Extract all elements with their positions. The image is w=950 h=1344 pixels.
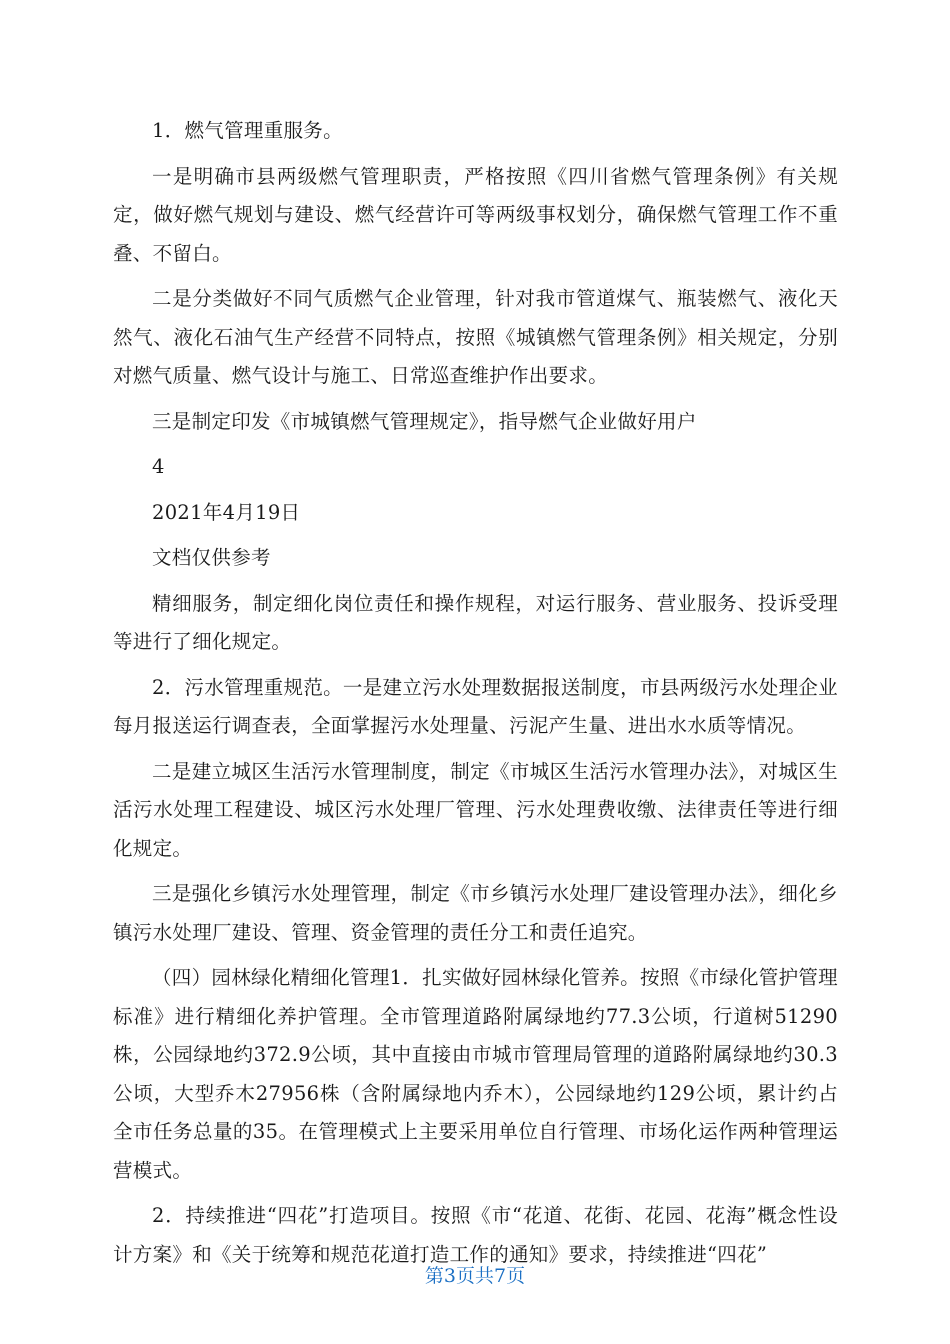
reference-note: 文档仅供参考 bbox=[152, 546, 271, 569]
paragraph: 精细服务，制定细化岗位责任和操作规程，对运行服务、营业服务、投诉受理等进行了细化规定。 bbox=[113, 591, 838, 653]
paragraph: 2．污水管理重规范。一是建立污水处理数据报送制度，市县两级污水处理企业每月报送运行调查表，全面掌握污水处理量、污泥产生量、进出水水质等情况。 bbox=[113, 675, 838, 737]
paragraph: 三是制定印发《市城镇燃气管理规定》，指导燃气企业做好用户 bbox=[152, 409, 697, 433]
paragraph: 一是明确市县两级燃气管理职责，严格按照《四川省燃气管理条例》有关规定，做好燃气规划与建设、燃气经营许可等两级事权划分，确保燃气管理工作不重叠、不留白。 bbox=[113, 164, 838, 265]
document-body bbox=[113, 112, 838, 1281]
paragraph: 二是建立城区生活污水管理制度，制定《市城区生活污水管理办法》，对城区生活污水处理工程建设、城区污水处理厂管理、污水处理费收缴、法律责任等进行细化规定。 bbox=[113, 759, 838, 860]
paragraph: （四）园林绿化精细化管理1．扎实做好园林绿化管养。按照《市绿化管护管理标准》进行精细化养护管理。全市管理道路附属绿地约77.3公顷，行道树51290株，公园绿地约372.9公顷，其中直接由市城市管理局管理的道路附属绿地约30.3公顷，大型乔木27956株（含附属绿地内乔木），公园绿地约129公顷，累计约占全市任务总量的35。在管理模式上主要采用单位自行管理、市场化运作两种管理运营模式。 bbox=[113, 966, 838, 1182]
paragraph: 1．燃气管理重服务。 bbox=[152, 119, 343, 142]
paragraph: 二是分类做好不同气质燃气企业管理，针对我市管道煤气、瓶装燃气、液化天然气、液化石油气生产经营不同特点，按照《城镇燃气管理条例》相关规定，分别对燃气质量、燃气设计与施工、日常巡查维护作出要求。 bbox=[113, 287, 838, 387]
paragraph: 2．持续推进“四花”打造项目。按照《市“花道、花街、花园、花海”概念性设计方案》和《关于统筹和规范花道打造工作的通知》要求，持续推进“四花” bbox=[113, 1204, 838, 1266]
page-number-text: 4 bbox=[152, 455, 165, 478]
page-footer: 第3页共7页 bbox=[424, 1265, 526, 1287]
date-text: 2021年4月19日 bbox=[152, 500, 301, 524]
paragraph: 三是强化乡镇污水处理管理，制定《市乡镇污水处理厂建设管理办法》，细化乡镇污水处理厂建设、管理、资金管理的责任分工和责任追究。 bbox=[113, 882, 838, 944]
